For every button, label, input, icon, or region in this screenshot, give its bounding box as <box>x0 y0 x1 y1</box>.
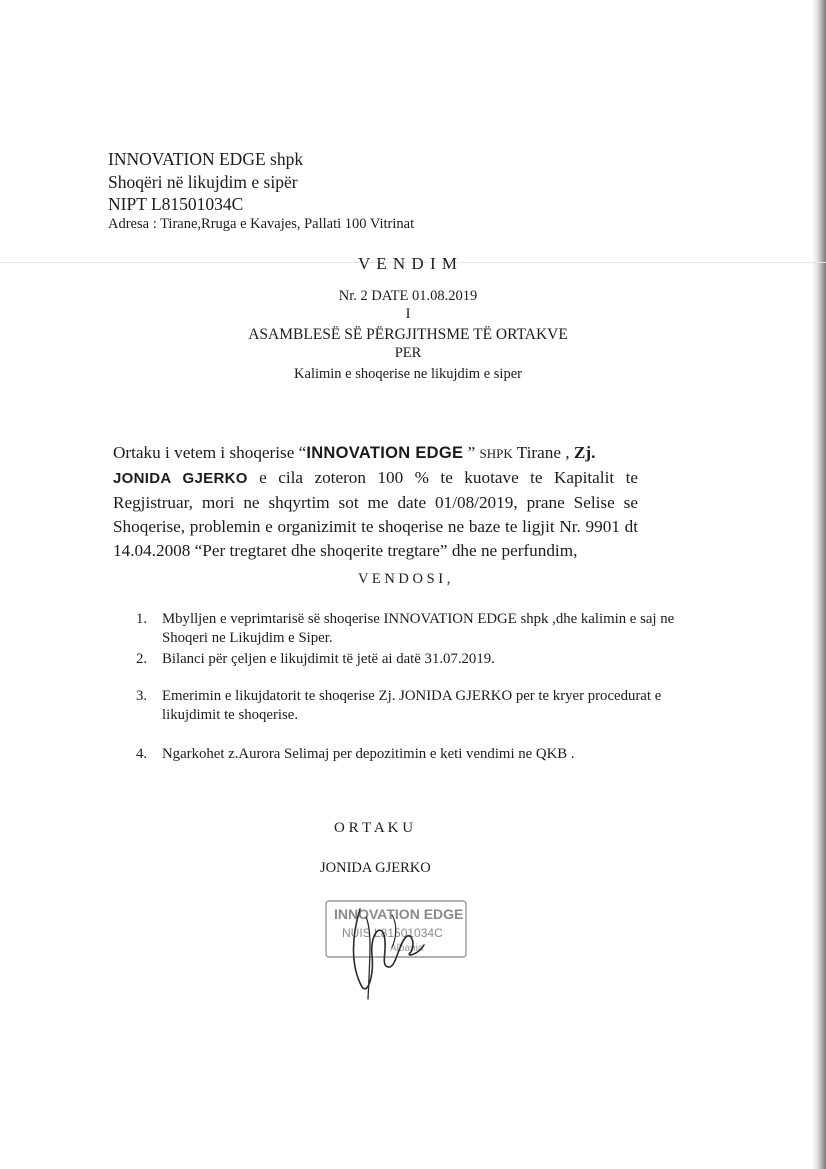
decision-per: PER <box>394 345 422 361</box>
decision-assembly: ASAMBLESË SË PËRGJITHSME TË ORTAKVE <box>248 326 568 343</box>
company-stamp <box>322 895 472 961</box>
body-owner-name: JONIDA GJERKO <box>113 470 248 487</box>
decision-line-i: I <box>405 306 411 322</box>
stamp-signature-graphic <box>322 895 472 1005</box>
header-nipt: NIPT L81501034C <box>108 194 244 214</box>
decision-subject: Kalimin e shoqerise ne likujdim e siper <box>294 366 522 382</box>
svg-text:INNOVATION EDGE: INNOVATION EDGE <box>334 906 464 922</box>
body-company-name: INNOVATION EDGE <box>306 444 464 462</box>
signature-role: O R T A K U <box>334 820 414 836</box>
header-address: Adresa : Tirane,Rruga e Kavajes, Pallati 100 Vitrinat <box>108 216 415 232</box>
vendosi-heading: V E N D O S I , <box>358 571 451 587</box>
header-company: INNOVATION EDGE shpk <box>108 149 304 169</box>
svg-text:Albania: Albania <box>390 943 424 954</box>
decision-number-date: Nr. 2 DATE 01.08.2019 <box>338 288 478 304</box>
scan-edge-shadow <box>812 0 826 1169</box>
svg-text:NUIS L81501034C: NUIS L81501034C <box>342 926 443 940</box>
signature-name: JONIDA GJERKO <box>320 860 431 876</box>
body-paragraph: Ortaku i vetem i shoqerise “INNOVATION EDGE ” SHPK Tirane , Zj. JONIDA GJERKO e cila zoteron 100 % te kuotave te Kapitalit te Regjistruar, mori ne shqyrtim sot me date 01/08/2019, prane Selise se Shoqerise, problemin e organizimit te shoqerise ne baze te ligjit Nr. 9901 dt 14.04.2008 “Per tregtaret dhe shoqerite tregtare” dhe ne perfundim, <box>113 443 638 560</box>
header-status: Shoqëri në likujdim e sipër <box>108 172 298 192</box>
decision-title: V E N D I M <box>358 254 458 273</box>
